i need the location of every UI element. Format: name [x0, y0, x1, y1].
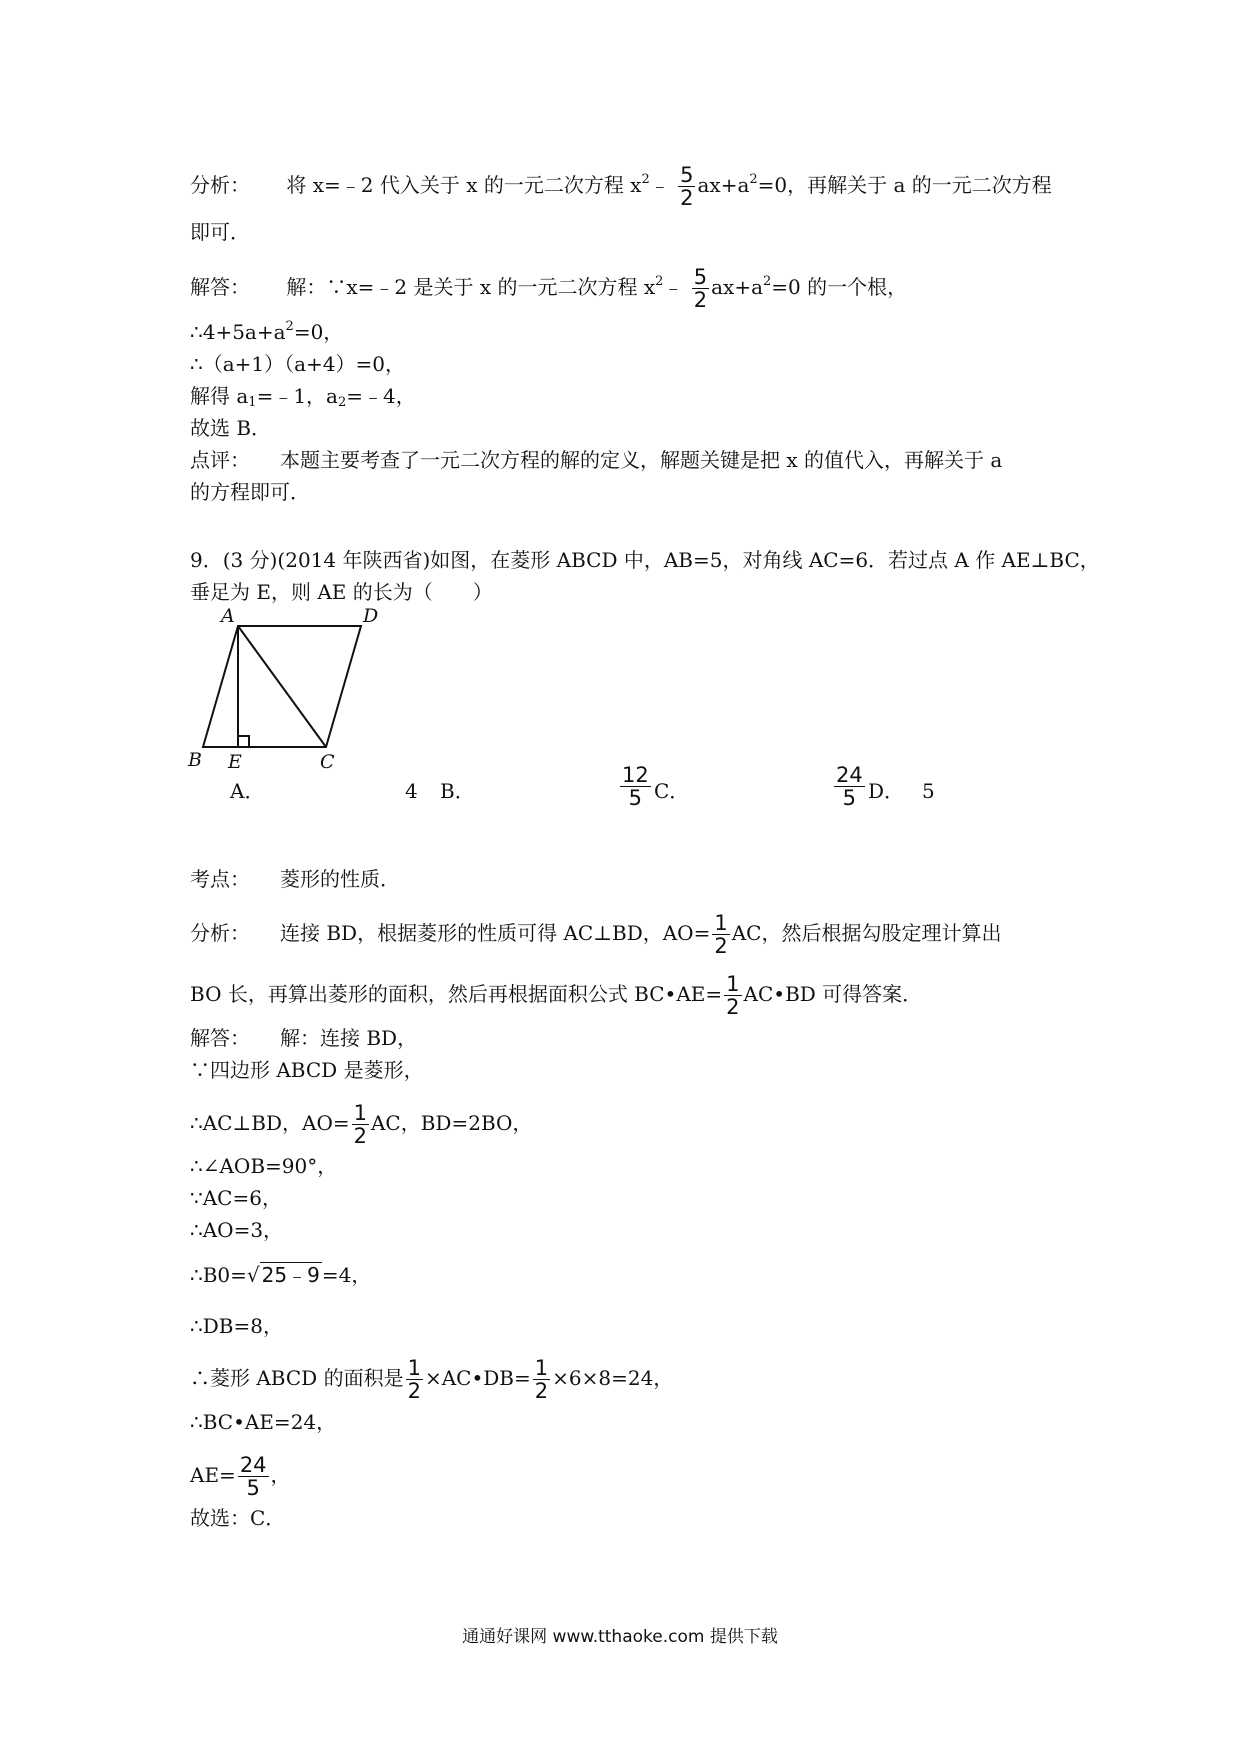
comment-line-2: 的方程即可．	[190, 480, 310, 504]
text: ×AC•DB=	[424, 1366, 531, 1390]
text: 解得 a	[190, 384, 249, 408]
text: AC•BD 可得答案．	[743, 982, 923, 1006]
section-label: 分析：	[190, 921, 250, 945]
text: ∴菱形 ABCD 的面积是	[190, 1366, 404, 1390]
denominator: 2	[714, 934, 728, 958]
fraction	[712, 912, 729, 957]
text: AC，BD=2BO，	[370, 1111, 533, 1135]
denominator: 5	[246, 1476, 260, 1500]
solution-step: ∵AC=6，	[190, 1186, 282, 1210]
solution-step	[190, 1102, 532, 1147]
analysis-9-line-2	[190, 973, 922, 1018]
text: 将 x=﹣2 代入关于 x 的一元二次方程 x	[286, 173, 642, 197]
answer-line: 故选：C．	[190, 1506, 286, 1530]
text: 菱形的性质．	[280, 867, 400, 891]
text: ∴4+5a+a	[190, 320, 286, 344]
text: =0，	[293, 320, 344, 344]
denominator: 2	[534, 1379, 549, 1403]
superscript: 2	[763, 274, 772, 289]
text: BO 长，再算出菱形的面积，然后再根据面积公式 BC•AE=	[190, 982, 723, 1006]
numerator: 1	[353, 1101, 367, 1125]
denominator: 2	[353, 1124, 367, 1148]
analysis-line-2: 即可．	[190, 220, 250, 244]
subscript: 1	[248, 395, 257, 410]
superscript: 2	[655, 274, 664, 289]
solution-step: ∴AO=3，	[190, 1218, 284, 1242]
fraction	[406, 1357, 423, 1402]
rhombus-figure	[180, 600, 380, 770]
text: =0，再解关于 a 的一元二次方程	[757, 173, 1052, 197]
solution-step: ∴（a+1）（a+4）=0，	[190, 352, 406, 376]
denominator: 2	[407, 1379, 421, 1403]
answer-line: 故选 B．	[190, 416, 272, 440]
solution-step: ∵四边形 ABCD 是菱形，	[190, 1058, 424, 1082]
denominator: 2	[680, 186, 694, 210]
radicand: 25﹣9	[261, 1263, 320, 1287]
text: 解：连接 BD，	[280, 1026, 418, 1050]
analysis-9-line-1	[190, 912, 1001, 957]
text: ∴AC⊥BD，AO=	[190, 1111, 350, 1135]
fraction	[238, 1454, 269, 1499]
option-c-label: C．	[654, 779, 690, 803]
superscript: 2	[749, 172, 758, 187]
solution-step	[190, 1262, 371, 1288]
text: =﹣4，	[346, 384, 416, 408]
point-label-a: A	[221, 605, 235, 627]
numerator: 12	[622, 763, 649, 787]
text: ∴B0=	[190, 1263, 247, 1287]
fraction	[692, 266, 709, 311]
solution-line-1	[190, 266, 907, 311]
point-label-d: D	[363, 605, 379, 627]
subscript: 2	[337, 395, 347, 410]
option-b-value	[618, 764, 653, 809]
diagonal-ac	[238, 626, 326, 747]
option-a-value: 4	[405, 779, 418, 803]
square-root: √ 25﹣9	[246, 1263, 320, 1287]
section-label: 解答：	[190, 275, 250, 299]
solution-step: ∴BC•AE=24，	[190, 1410, 337, 1434]
solution-9-line-1	[190, 1025, 417, 1051]
numerator: 1	[714, 911, 728, 935]
option-a-label: A．	[230, 779, 265, 803]
denominator: 2	[693, 288, 708, 312]
text: ，	[270, 1463, 291, 1487]
solution-step	[190, 1454, 291, 1499]
fraction	[533, 1357, 550, 1402]
point-label-c: C	[320, 751, 335, 770]
numerator: 1	[407, 1356, 421, 1380]
point-label-b: B	[188, 749, 202, 770]
fraction	[724, 973, 741, 1018]
text: ×6×8=24，	[552, 1366, 674, 1390]
text: ﹣	[663, 275, 684, 299]
numerator: 1	[534, 1356, 549, 1380]
section-label: 点评：	[190, 448, 250, 472]
comment-line-1	[190, 447, 1002, 473]
text: AE=	[190, 1463, 236, 1487]
numerator: 1	[726, 972, 740, 996]
option-d-value: 5	[922, 779, 935, 803]
analysis-line-1	[190, 164, 1052, 209]
option-d-label: D．	[868, 779, 905, 803]
section-label: 解答：	[190, 1026, 250, 1050]
solution-step: ∴DB=8，	[190, 1314, 283, 1338]
question-text-2: 垂足为 E，则 AE 的长为（ ）	[190, 580, 493, 604]
point-label-e: E	[228, 751, 242, 770]
superscript: 2	[285, 319, 294, 334]
page-footer: 通通好课网 www.tthaoke.com 提供下载	[462, 1627, 778, 1647]
superscript: 2	[641, 172, 650, 187]
numerator: 5	[693, 265, 708, 289]
numerator: 24	[836, 763, 863, 787]
text: ax+a	[697, 173, 750, 197]
section-label: 考点：	[190, 867, 250, 891]
text: ax+a	[711, 275, 764, 299]
text: 解：∵x=﹣2 是关于 x 的一元二次方程 x	[286, 275, 656, 299]
option-b-label: B．	[440, 779, 475, 803]
key-point-line	[190, 866, 400, 892]
solution-step	[190, 1357, 673, 1402]
section-label: 分析：	[190, 173, 250, 197]
numerator: 5	[680, 163, 694, 187]
text: 本题主要考查了一元二次方程的解的定义，解题关键是把 x 的值代入，再解关于 a	[280, 448, 1003, 472]
fraction	[678, 164, 695, 209]
text: =4，	[321, 1263, 372, 1287]
right-angle-mark	[238, 736, 249, 747]
text: ﹣	[649, 173, 670, 197]
solution-step	[190, 319, 343, 345]
text: 连接 BD，根据菱形的性质可得 AC⊥BD，AO=	[280, 921, 711, 945]
denominator: 2	[726, 995, 740, 1019]
question-text-1: 9．(3 分)(2014 年陕西省)如图，在菱形 ABCD 中，AB=5，对角线 AC=6．若过点 A 作 AE⊥BC，	[190, 548, 1100, 572]
solution-step	[190, 383, 416, 409]
denominator: 5	[842, 786, 857, 810]
fraction	[352, 1102, 369, 1147]
text: AC，然后根据勾股定理计算出	[731, 921, 1002, 945]
option-c-value	[832, 764, 867, 809]
solution-step: ∴∠AOB=90°，	[190, 1154, 338, 1178]
text: =0 的一个根，	[771, 275, 908, 299]
denominator: 5	[628, 786, 643, 810]
numerator: 24	[239, 1453, 267, 1477]
text: =﹣1，a	[256, 384, 338, 408]
